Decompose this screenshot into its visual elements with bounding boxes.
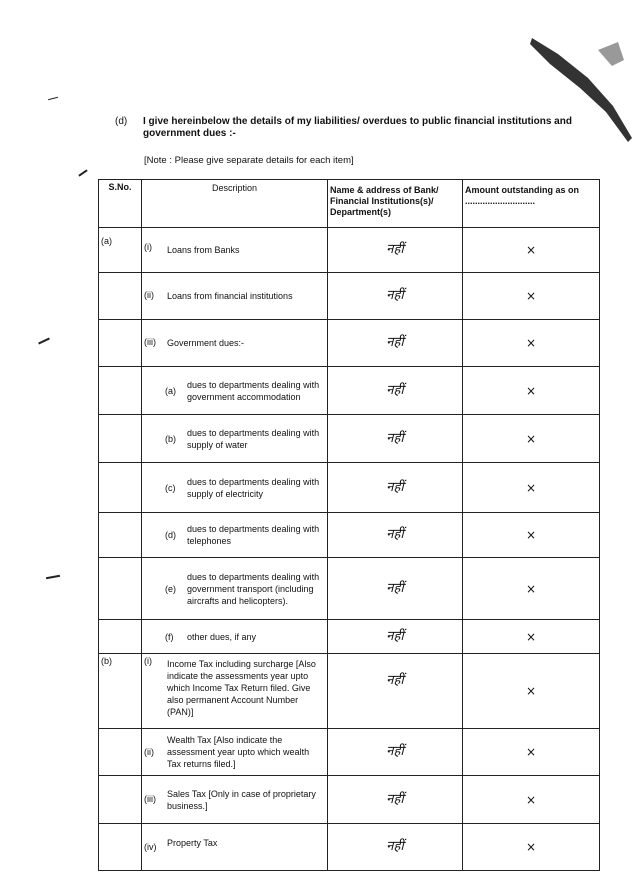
row-sno	[99, 273, 142, 320]
scan-mark	[48, 97, 58, 101]
handwritten-cross: ×	[525, 243, 537, 257]
row-sno	[99, 415, 142, 463]
row-sno	[99, 320, 142, 367]
row-sub-number: (iii)	[144, 337, 156, 347]
handwritten-nahi: नहीं	[386, 744, 404, 760]
row-sno	[99, 776, 142, 824]
intro-text: I give hereinbelow the details of my liabilities/ overdues to public financial institutions and government dues :-	[143, 116, 572, 139]
handwritten-nahi: नहीं	[386, 288, 404, 304]
row-description: dues to departments dealing with government transport (including aircrafts and helicopters).	[187, 571, 320, 606]
liabilities-table	[98, 179, 600, 871]
scan-mark	[38, 338, 50, 345]
table-row	[99, 729, 600, 776]
table-row	[99, 558, 600, 620]
handwritten-nahi: नहीं	[386, 791, 404, 807]
row-description: dues to departments dealing with supply of electricity	[187, 476, 320, 499]
row-sno: (b)	[99, 654, 142, 729]
handwritten-cross: ×	[525, 792, 537, 807]
row-letter: (e)	[165, 583, 176, 594]
row-description: Wealth Tax [Also indicate the assessment year upto which wealth Tax returns filed.]	[167, 735, 310, 769]
handwritten-nahi: नहीं	[386, 430, 404, 446]
row-sub-number: (ii)	[144, 747, 154, 757]
row-sub-number: (i)	[144, 242, 152, 252]
row-sno	[99, 463, 142, 513]
row-description: Government dues:-	[167, 338, 245, 348]
row-sno	[99, 824, 142, 871]
row-description: other dues, if any	[187, 631, 257, 642]
handwritten-cross: ×	[525, 431, 537, 446]
handwritten-nahi: नहीं	[386, 527, 404, 543]
table-row	[99, 776, 600, 824]
row-letter: (c)	[165, 482, 176, 493]
row-description: dues to departments dealing with government accommodation	[187, 379, 320, 402]
table-row	[99, 620, 600, 654]
handwritten-cross: ×	[525, 336, 537, 350]
handwritten-nahi: नहीं	[386, 382, 404, 398]
row-description: Property Tax	[167, 838, 218, 849]
handwritten-cross: ×	[525, 629, 537, 644]
row-description: Sales Tax [Only in case of proprietary business.]	[167, 788, 316, 811]
header-description: Description	[142, 180, 328, 228]
table-row	[99, 415, 600, 463]
table-row	[99, 463, 600, 513]
row-sno	[99, 729, 142, 776]
row-sno	[99, 558, 142, 620]
handwritten-nahi: नहीं	[386, 242, 404, 258]
row-sno	[99, 620, 142, 654]
handwritten-nahi: नहीं	[386, 479, 404, 495]
handwritten-cross: ×	[525, 840, 537, 854]
row-letter: (a)	[165, 385, 176, 396]
row-sub-number: (ii)	[144, 290, 154, 300]
header-amount: Amount outstanding as on ............................	[463, 180, 600, 228]
row-letter: (b)	[165, 433, 176, 444]
handwritten-nahi: नहीं	[386, 839, 404, 855]
row-sno	[99, 513, 142, 558]
header-name-address: Name & address of Bank/ Financial Institutions(s)/ Department(s)	[328, 180, 463, 228]
row-description: dues to departments dealing with supply of water	[187, 427, 320, 450]
row-letter: (f)	[165, 631, 174, 642]
handwritten-nahi: नहीं	[386, 335, 404, 351]
handwritten-nahi: नहीं	[386, 628, 404, 644]
table-row	[99, 654, 600, 729]
table-row	[99, 273, 600, 320]
table-row	[99, 228, 600, 273]
row-sub-number: (iv)	[144, 842, 157, 852]
handwritten-cross: ×	[525, 684, 537, 698]
handwritten-cross: ×	[525, 745, 537, 759]
table-row	[99, 367, 600, 415]
scan-mark	[78, 169, 87, 176]
section-number: (d)	[115, 116, 128, 127]
row-description: Income Tax including surcharge [Also indicate the assessments year upto which Income Tax Return filed. Give also permanent Account Number (PAN)]	[167, 659, 316, 717]
row-description: Loans from financial institutions	[167, 291, 293, 301]
row-sub-number: (iii)	[144, 794, 156, 804]
row-description: Loans from Banks	[167, 245, 240, 255]
row-sno	[99, 367, 142, 415]
note-text: [Note : Please give separate details for each item]	[144, 155, 354, 166]
table-row	[99, 824, 600, 871]
row-letter: (d)	[165, 530, 176, 540]
handwritten-cross: ×	[525, 383, 537, 398]
table-row	[99, 513, 600, 558]
handwritten-cross: ×	[525, 289, 537, 303]
row-sub-number: (i)	[144, 656, 152, 666]
handwritten-cross: ×	[525, 480, 537, 495]
row-sno: (a)	[99, 228, 142, 273]
table-header-row	[99, 180, 600, 228]
handwritten-cross: ×	[525, 581, 537, 596]
header-sno: S.No.	[99, 180, 142, 228]
scan-mark	[46, 575, 60, 579]
row-description: dues to departments dealing with telephones	[187, 524, 320, 546]
handwritten-nahi: नहीं	[386, 580, 404, 596]
handwritten-nahi: नहीं	[386, 672, 404, 688]
handwritten-cross: ×	[525, 528, 537, 542]
table-row	[99, 320, 600, 367]
